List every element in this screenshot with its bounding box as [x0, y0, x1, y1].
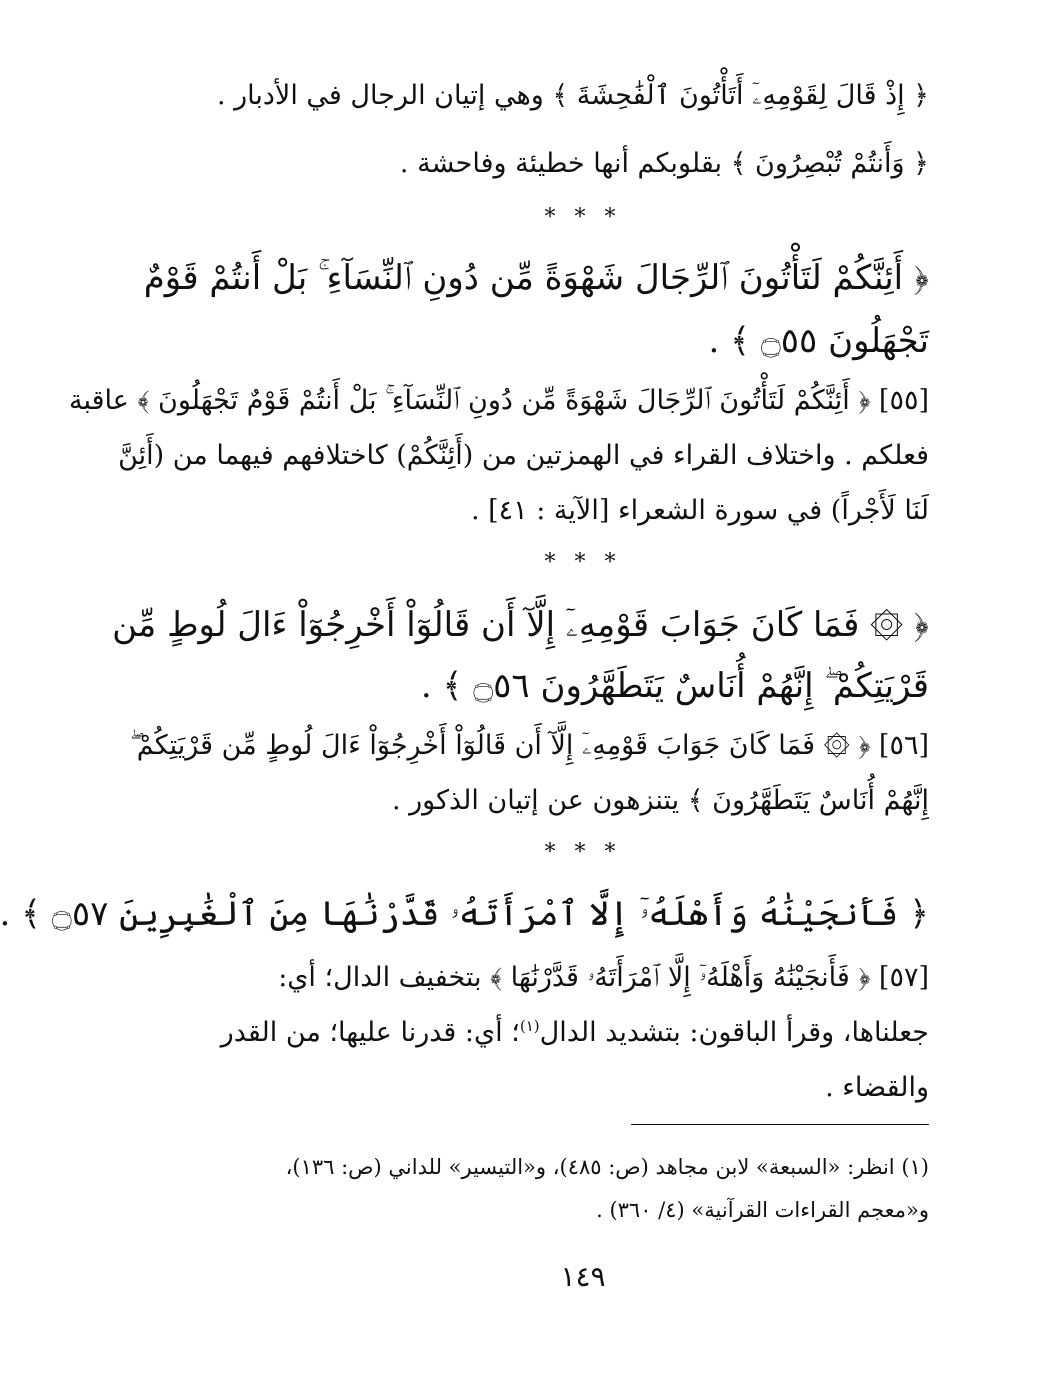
commentary-text: جعلناها، وقرأ الباقون: بتشديد الدال [539, 1017, 929, 1048]
footnote-marker: (١) [519, 1017, 540, 1035]
text-line: ﴿ وَأَنتُمْ تُبْصِرُونَ ﴾ بقلوبكم أنها خطيئة وفاحشة . [399, 148, 929, 179]
commentary-line: فعلكم . واختلاف القراء في الهمزتين من (أَئِنَّكُمْ) كاختلافهم فيهما من (أَئِنَّ [118, 440, 929, 471]
commentary-line: [٥٦] ﴿ ۞ فَمَا كَانَ جَوَابَ قَوْمِهِۦٓ إِلَّآ أَن قَالُوٓاْ أَخْرِجُوٓاْ ءَالَ لُوطٍ مِّن قَرْيَتِكُمْ ۖ [129, 730, 929, 761]
section-separator: * * * [544, 840, 622, 865]
verse-line: تَجْهَلُونَ ۝٥٥ ﴾ . [708, 321, 929, 361]
commentary-line: لَنَا لَأَجْراً) في سورة الشعراء [الآية : ٤١] . [470, 495, 929, 526]
verse-line: ﴿ أَئِنَّكُمْ لَتَأْتُونَ ٱلرِّجَالَ شَهْوَةً مِّن دُونِ ٱلنِّسَآءِ ۚ بَلْ أَنتُمْ قَوْمٌ [143, 258, 929, 298]
commentary-line: [٥٥] ﴿ أَئِنَّكُمْ لَتَأْتُونَ ٱلرِّجَالَ شَهْوَةً مِّن دُونِ ٱلنِّسَآءِ ۚ بَلْ أَنتُمْ قَوْمٌ تَجْهَلُونَ ﴾ عاقبة [69, 385, 929, 416]
section-separator: * * * [544, 205, 622, 230]
section-separator: * * * [544, 550, 622, 575]
commentary-text: ؛ أي: قدرنا عليها؛ من القدر [220, 1017, 520, 1048]
page-number: ١٤٩ [560, 1260, 606, 1293]
footnote-rule [631, 1124, 929, 1125]
footnote-line: (١) انظر: «السبعة» لابن مجاهد (ص: ٤٨٥)، و«التيسير» للداني (ص: ١٣٦)، [285, 1155, 929, 1179]
verse-line: ﴿ فَأَنجَيْنَٰهُ وَأَهْلَهُۥٓ إِلَّا ٱمْرَأَتَهُۥ قَدَّرْنَٰهَا مِنَ ٱلْغَٰبِرِينَ ۝٥٧ ﴾ . [0, 894, 929, 934]
commentary-line: إِنَّهُمْ أُنَاسٌ يَتَطَهَّرُونَ ﴾ يتنزهون عن إتيان الذكور . [391, 785, 929, 816]
commentary-line: [٥٧] ﴿ فَأَنجَيْنَٰهُ وَأَهْلَهُۥٓ إِلَّا ٱمْرَأَتَهُۥ قَدَّرْنَٰهَا ﴾ بتخفيف الدال؛ أي: [278, 962, 929, 993]
text-line: ﴿ إِذْ قَالَ لِقَوْمِهِۦٓ أَتَأْتُونَ ٱلْفَٰحِشَةَ ﴾ وهي إتيان الرجال في الأدبار . [216, 80, 929, 111]
commentary-line: والقضاء . [825, 1072, 929, 1103]
verse-line: ﴿ ۞ فَمَا كَانَ جَوَابَ قَوْمِهِۦٓ إِلَّآ أَن قَالُوٓاْ أَخْرِجُوٓاْ ءَالَ لُوطٍ مِّن [112, 605, 929, 645]
commentary-line [220, 1017, 929, 1048]
verse-line: قَرْيَتِكُمْ ۖ إِنَّهُمْ أُنَاسٌ يَتَطَهَّرُونَ ۝٥٦ ﴾ . [420, 666, 929, 706]
footnote-line: و«معجم القراءات القرآنية» (٤/ ٣٦٠) . [596, 1198, 929, 1222]
